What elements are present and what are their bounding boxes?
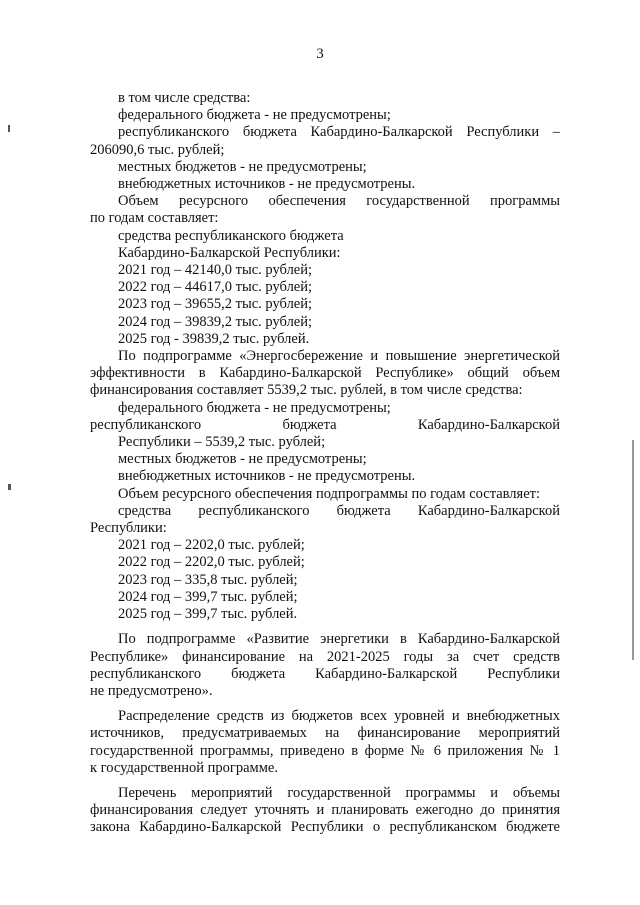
text-line: республиканского бюджета Кабардино-Балкарской Республики bbox=[90, 665, 560, 682]
document-body bbox=[90, 90, 560, 837]
text-line: Кабардино-Балкарской Республики: bbox=[118, 244, 341, 261]
text-line: финансирования составляет 5539,2 тыс. рублей, в том числе средства: bbox=[90, 382, 523, 399]
text-line: Объем ресурсного обеспечения подпрограммы по годам составляет: bbox=[118, 485, 541, 502]
text-line: 2022 год – 44617,0 тыс. рублей; bbox=[118, 279, 313, 296]
text-line: Республики: bbox=[90, 520, 167, 537]
scan-edge-line bbox=[632, 440, 634, 660]
text-line: Объем ресурсного обеспечения государственной программы bbox=[118, 193, 560, 210]
text-line: по годам составляет: bbox=[90, 210, 219, 227]
scan-mark bbox=[8, 125, 10, 132]
text-line: 2024 год – 399,7 тыс. рублей; bbox=[118, 588, 298, 605]
scan-mark bbox=[8, 484, 11, 490]
text-line: республиканского бюджета Кабардино-Балкарской Республики – bbox=[118, 124, 560, 141]
text-line: 2023 год – 335,8 тыс. рублей; bbox=[118, 571, 298, 588]
text-line: Распределение средств из бюджетов всех уровней и внебюджетных bbox=[118, 708, 560, 725]
text-line: Перечень мероприятий государственной программы и объемы bbox=[118, 784, 560, 801]
text-line: Республики – 5539,2 тыс. рублей; bbox=[118, 434, 326, 451]
text-line: 2021 год – 2202,0 тыс. рублей; bbox=[118, 537, 305, 554]
text-line: 2025 год – 399,7 тыс. рублей. bbox=[118, 606, 298, 623]
text-line: По подпрограмме «Энергосбережение и повышение энергетической bbox=[118, 348, 560, 365]
text-line: источников, предусматриваемых на финансирование мероприятий bbox=[90, 725, 560, 742]
text-line: местных бюджетов - не предусмотрены; bbox=[118, 158, 367, 175]
text-line: эффективности в Кабардино-Балкарской Республике» общий объем bbox=[90, 365, 560, 382]
text-line: федерального бюджета - не предусмотрены; bbox=[118, 107, 391, 124]
text-line: 206090,6 тыс. рублей; bbox=[90, 141, 225, 158]
text-line: в том числе средства: bbox=[118, 90, 251, 106]
text-line: республиканского бюджета Кабардино-Балкарской bbox=[90, 416, 560, 433]
text-line: 2024 год – 39839,2 тыс. рублей; bbox=[118, 313, 313, 330]
text-line: закона Кабардино-Балкарской Республики о республиканском бюджете bbox=[90, 819, 560, 836]
text-line: 2021 год – 42140,0 тыс. рублей; bbox=[118, 262, 313, 279]
text-line: Республике» финансирование на 2021-2025 годы за счет средств bbox=[90, 648, 560, 665]
text-line: местных бюджетов - не предусмотрены; bbox=[118, 451, 367, 468]
text-line: внебюджетных источников - не предусмотрены. bbox=[118, 468, 416, 485]
page-number: 3 bbox=[316, 46, 324, 62]
text-line: федерального бюджета - не предусмотрены; bbox=[118, 399, 391, 416]
text-line: внебюджетных источников - не предусмотрены. bbox=[118, 176, 416, 193]
text-line: финансирования следует уточнять и планировать ежегодно до принятия bbox=[90, 802, 560, 819]
text-line: государственной программы, приведено в форме № 6 приложения № 1 bbox=[90, 742, 560, 759]
text-line: не предусмотрено». bbox=[90, 682, 213, 699]
text-line: 2023 год – 39655,2 тыс. рублей; bbox=[118, 296, 313, 313]
text-line: По подпрограмме «Развитие энергетики в Кабардино-Балкарской bbox=[118, 631, 560, 648]
text-line: 2025 год - 39839,2 тыс. рублей. bbox=[118, 330, 310, 347]
text-line: к государственной программе. bbox=[90, 759, 278, 776]
text-line: 2022 год – 2202,0 тыс. рублей; bbox=[118, 554, 305, 571]
text-line: средства республиканского бюджета Кабардино-Балкарской bbox=[118, 502, 560, 519]
text-line: средства республиканского бюджета bbox=[118, 227, 344, 244]
